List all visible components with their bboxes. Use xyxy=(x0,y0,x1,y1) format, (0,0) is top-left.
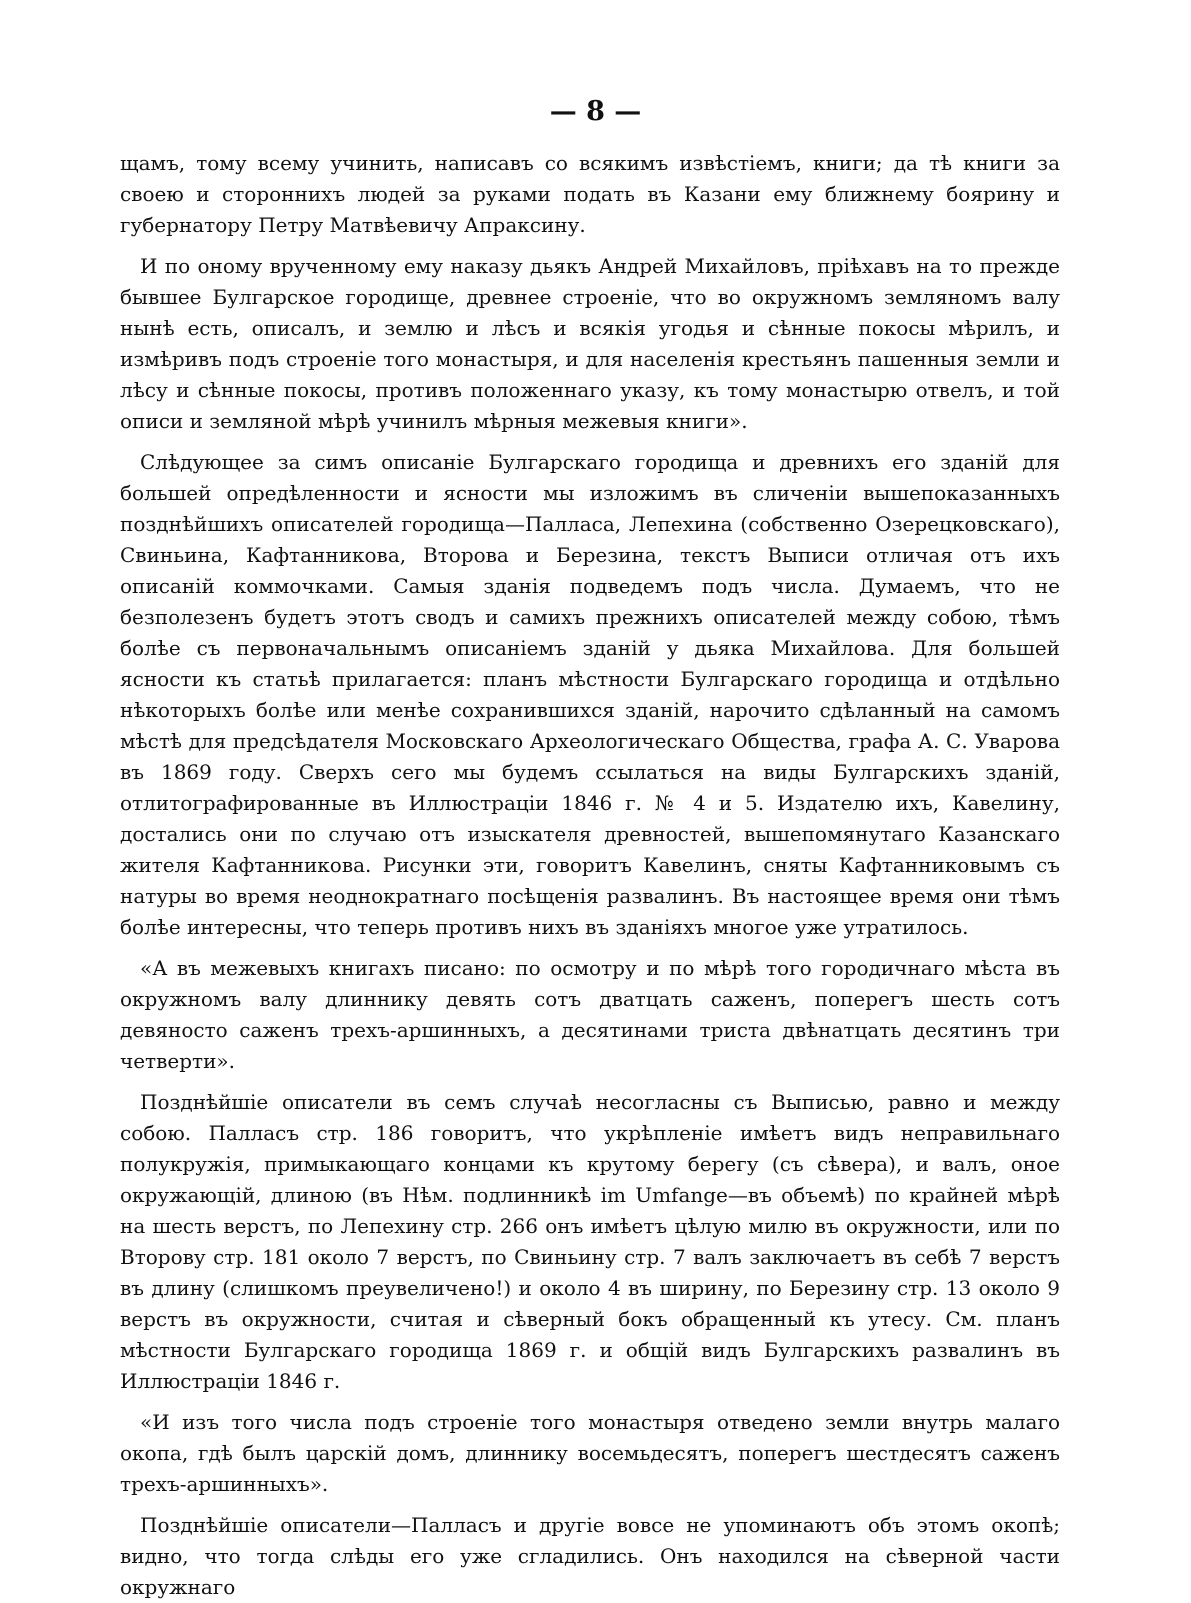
paragraph: Позднѣйшіе описатели въ семъ случаѣ несогласны съ Выписью, равно и между собою. Палласъ стр. 186 говоритъ, что укрѣпленіе имѣетъ видъ неправильнаго полукружія, примыкающаго концами къ крутому берегу (съ сѣвера), и валъ, оное окружающій, длиною (въ Нѣм. подлинникѣ im Umfange—въ объемѣ) по крайней мѣрѣ на шесть верстъ, по Лепехину стр. 266 онъ имѣетъ цѣлую милю въ окружности, или по Второву стр. 181 около 7 верстъ, по Свиньину стр. 7 валъ заключаетъ въ себѣ 7 верстъ въ длину (слишкомъ преувеличено!) и около 4 въ ширину, по Березину стр. 13 около 9 верстъ въ окружности, считая и сѣверный бокъ обращенный къ утесу. См. планъ мѣстности Булгарскаго городища 1869 г. и общій видъ Булгарскихъ развалинъ въ Иллюстраціи 1846 г. xyxy=(120,1090,1060,1393)
paragraph: И по оному врученному ему наказу дьякъ Андрей Михайловъ, пріѣхавъ на то прежде бывшее Булгарское городище, древнее строеніе, что во окружномъ земляномъ валу нынѣ есть, описалъ, и землю и лѣсъ и всякія угодья и сѣнные покосы мѣрилъ, и измѣривъ подъ строеніе того монастыря, и для населенія крестьянъ пашенныя земли и лѣсу и сѣнные покосы, противъ положеннаго указу, къ тому монастырю отвелъ, и той описи и земляной мѣрѣ учинилъ мѣрныя межевыя книги». xyxy=(120,254,1060,433)
page-number: — 8 — xyxy=(549,96,642,127)
quote-paragraph: «А въ межевыхъ книгахъ писано: по осмотру и по мѣрѣ того городичнаго мѣста въ окружномъ валу длиннику девять сотъ дватцать саженъ, поперегъ шесть сотъ девяносто саженъ трехъ-аршинныхъ, а десятинами триста двѣнатцать десятинъ три четверти». xyxy=(120,956,1060,1073)
page-text xyxy=(120,148,1060,1603)
paragraph: Слѣдующее за симъ описаніе Булгарскаго городища и древнихъ его зданій для большей опредѣленности и ясности мы изложимъ въ сличеніи вышепоказанныхъ позднѣйшихъ описателей городища—Палласа, Лепехина (собственно Озерецковскаго), Свиньина, Кафтанникова, Второва и Березина, текстъ Выписи отличая отъ ихъ описаній коммочками. Самыя зданія подведемъ подъ числа. Думаемъ, что не безполезенъ будетъ этотъ сводъ и самихъ прежнихъ описателей между собою, тѣмъ болѣе съ первоначальнымъ описаніемъ зданій у дьяка Михайлова. Для большей ясности къ статьѣ прилагается: планъ мѣстности Булгарскаго городища и отдѣльно нѣкоторыхъ болѣе или менѣе сохранившихся зданій, нарочито сдѣланный на самомъ мѣстѣ для предсѣдателя Московскаго Археологическаго Общества, графа А. С. Уварова въ 1869 году. Сверхъ сего мы будемъ ссылаться на виды Булгарскихъ зданій, отлитографированные въ Иллюстраціи 1846 г. № 4 и 5. Издателю ихъ, Кавелину, достались они по случаю отъ изыскателя древностей, вышепомянутаго Казанскаго жителя Кафтанникова. Рисунки эти, говоритъ Кавелинъ, сняты Кафтанниковымъ съ натуры во время неоднократнаго посѣщенія развалинъ. Въ настоящее время они тѣмъ болѣе интересны, что теперь противъ нихъ въ зданіяхъ многое уже утратилось. xyxy=(120,450,1060,939)
paragraph: Позднѣйшіе описатели—Палласъ и другіе вовсе не упоминаютъ объ этомъ окопѣ; видно, что тогда слѣды его уже сгладились. Онъ находился на сѣверной части окружнаго xyxy=(120,1513,1060,1599)
paragraph: щамъ, тому всему учинить, написавъ со всякимъ извѣстіемъ, книги; да тѣ книги за своею и стороннихъ людей за руками подать въ Казани ему ближнему боярину и губернатору Петру Матвѣевичу Апраксину. xyxy=(120,151,1060,237)
quote-paragraph: «И изъ того числа подъ строеніе того монастыря отведено земли внутрь малаго окопа, гдѣ былъ царскій домъ, длиннику восемьдесятъ, поперегъ шестдесятъ саженъ трехъ-аршинныхъ». xyxy=(120,1410,1060,1496)
